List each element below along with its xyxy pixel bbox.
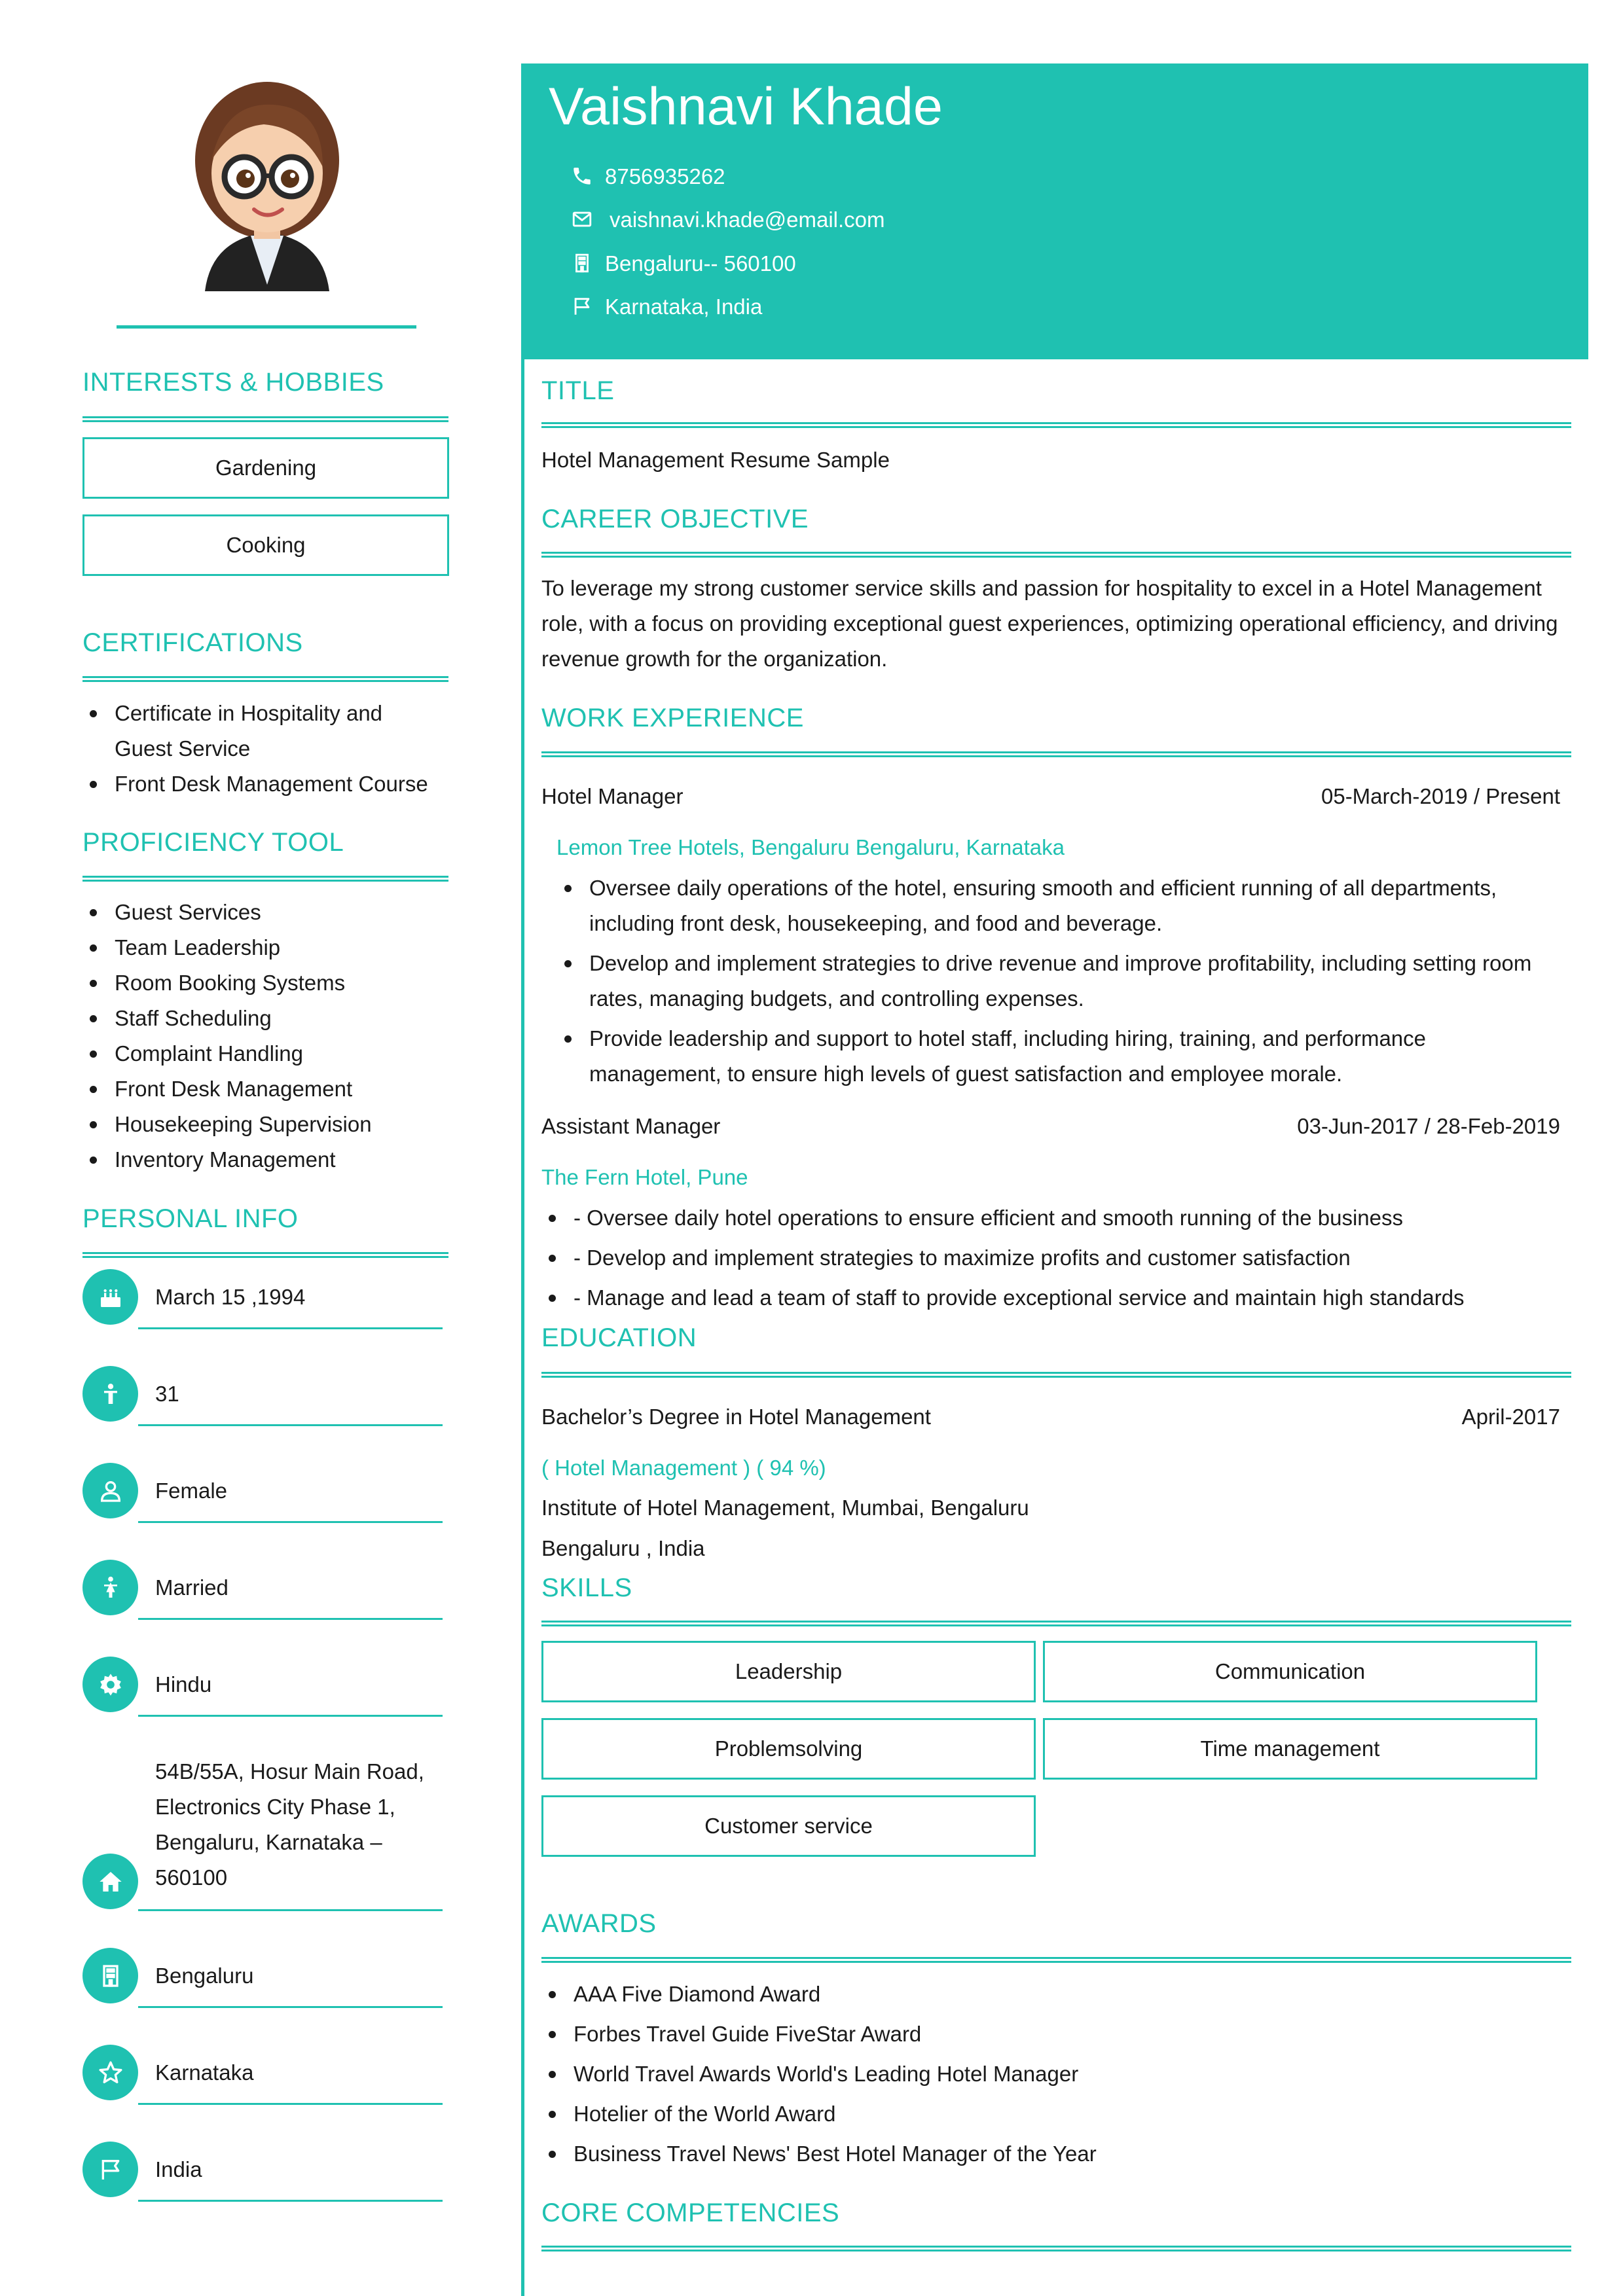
job-bullets xyxy=(541,1200,1563,1316)
age-underline xyxy=(138,1424,443,1426)
job-bullet: - Develop and implement strategies to maximize profits and customer satisfaction xyxy=(541,1240,1563,1276)
title-section-heading: TITLE xyxy=(541,376,615,405)
job-company: The Fern Hotel, Pune xyxy=(541,1165,748,1189)
female-icon xyxy=(82,1560,138,1615)
job-bullet: - Oversee daily hotel operations to ensure efficient and smooth running of the business xyxy=(541,1200,1563,1236)
proficiency-item: Room Booking Systems xyxy=(82,965,449,1001)
awards-title: AWARDS xyxy=(541,1909,657,1938)
age-value: 31 xyxy=(155,1382,179,1406)
proficiency-item: Team Leadership xyxy=(82,930,449,965)
star-icon xyxy=(82,2045,138,2100)
institute: Institute of Hotel Management, Mumbai, Bengaluru xyxy=(541,1496,1029,1520)
address-value: 54B/55A, Hosur Main Road, Electronics City Phase 1, Bengaluru, Karnataka – 560100 xyxy=(155,1759,424,1890)
interests-rule xyxy=(82,416,448,422)
award-item: Forbes Travel Guide FiveStar Award xyxy=(541,2017,1563,2052)
skill-item: Problemsolving xyxy=(541,1718,1036,1780)
proficiency-item: Housekeeping Supervision xyxy=(82,1107,449,1142)
interest-item: Gardening xyxy=(82,437,449,499)
email-icon xyxy=(571,208,593,230)
profile-avatar xyxy=(185,75,349,291)
skill-item: Time management xyxy=(1043,1718,1537,1780)
job-dates: 03-Jun-2017 / 28-Feb-2019 xyxy=(1297,1114,1560,1138)
personal-info-rule xyxy=(82,1252,448,1258)
award-item: AAA Five Diamond Award xyxy=(541,1977,1563,2012)
avatar-divider xyxy=(117,325,416,329)
core-competencies-rule xyxy=(541,2246,1571,2251)
flag-icon xyxy=(571,295,593,317)
awards-rule xyxy=(541,1957,1571,1963)
religion-value: Hindu xyxy=(155,1672,212,1696)
country-underline xyxy=(138,2200,443,2202)
objective-rule xyxy=(541,552,1571,558)
certification-item: Certificate in Hospitality and Guest Service xyxy=(82,696,449,766)
gender-value: Female xyxy=(155,1479,228,1503)
job-bullet: Provide leadership and support to hotel staff, including hiring, training, and performance management, to ensure high levels of guest satisfaction and employee morale. xyxy=(557,1021,1562,1092)
title-rule xyxy=(541,422,1571,428)
home-icon xyxy=(82,1854,138,1909)
job-bullet: - Manage and lead a team of staff to provide exceptional service and maintain high standards xyxy=(541,1280,1563,1316)
education-title: EDUCATION xyxy=(541,1323,697,1352)
cake-icon xyxy=(82,1269,138,1325)
awards-list xyxy=(541,1977,1563,2172)
job-role: Hotel Manager xyxy=(541,784,684,808)
gear-icon xyxy=(82,1657,138,1712)
marital-underline xyxy=(138,1618,443,1620)
building-icon xyxy=(82,1948,138,2003)
interest-item: Cooking xyxy=(82,514,449,576)
state-underline xyxy=(138,2103,443,2105)
city-underline xyxy=(138,2006,443,2008)
email-text: vaishnavi.khade@email.com xyxy=(610,207,885,232)
job-company: Lemon Tree Hotels, Bengaluru Bengaluru, Karnataka xyxy=(556,835,1065,859)
phone-text: 8756935262 xyxy=(605,164,725,188)
skills-title: SKILLS xyxy=(541,1573,632,1602)
city-value: Bengaluru xyxy=(155,1964,254,1988)
address-underline xyxy=(138,1909,443,1911)
certifications-title: CERTIFICATIONS xyxy=(82,628,303,657)
degree: Bachelor’s Degree in Hotel Management xyxy=(541,1405,931,1429)
core-competencies-title: CORE COMPETENCIES xyxy=(541,2198,840,2227)
dob-underline xyxy=(138,1327,443,1329)
building-icon xyxy=(571,252,593,274)
proficiency-item: Front Desk Management xyxy=(82,1071,449,1107)
work-title: WORK EXPERIENCE xyxy=(541,704,804,732)
proficiency-rule xyxy=(82,876,448,882)
award-item: Hotelier of the World Award xyxy=(541,2096,1563,2132)
certifications-list xyxy=(82,696,449,802)
country-value: India xyxy=(155,2157,202,2181)
religion-underline xyxy=(138,1715,443,1717)
work-rule xyxy=(541,751,1571,757)
resume-title-value: Hotel Management Resume Sample xyxy=(541,448,890,472)
state-country-text: Karnataka, India xyxy=(605,295,763,319)
marital-value: Married xyxy=(155,1575,228,1600)
state-value: Karnataka xyxy=(155,2060,254,2085)
award-item: Business Travel News' Best Hotel Manager of the Year xyxy=(541,2136,1563,2172)
skills-rule xyxy=(541,1621,1571,1626)
award-item: World Travel Awards World's Leading Hotel Manager xyxy=(541,2056,1563,2092)
proficiency-item: Guest Services xyxy=(82,895,449,930)
job-role: Assistant Manager xyxy=(541,1114,721,1138)
interests-title: INTERESTS & HOBBIES xyxy=(82,368,384,397)
user-icon xyxy=(82,1463,138,1518)
education-rule xyxy=(541,1372,1571,1378)
job-bullet: Oversee daily operations of the hotel, ensuring smooth and efficient running of all departments, including front desk, housekeeping, and food and beverage. xyxy=(557,870,1562,941)
skill-item: Leadership xyxy=(541,1641,1036,1702)
objective-text: To leverage my strong customer service skills and passion for hospitality to excel in a Hotel Management role, with a focus on providing exceptional guest experiences, optimizing operational efficiency, and driving revenue growth for the organization. xyxy=(541,576,1558,671)
proficiency-item: Staff Scheduling xyxy=(82,1001,449,1036)
dob-value: March 15 ,1994 xyxy=(155,1285,306,1309)
institute-location: Bengaluru , India xyxy=(541,1536,705,1560)
skill-item: Customer service xyxy=(541,1795,1036,1857)
proficiency-item: Complaint Handling xyxy=(82,1036,449,1071)
gender-underline xyxy=(138,1521,443,1523)
proficiency-title: PROFICIENCY TOOL xyxy=(82,828,344,857)
personal-info-title: PERSONAL INFO xyxy=(82,1204,299,1233)
job-dates: 05-March-2019 / Present xyxy=(1321,784,1560,808)
job-bullets xyxy=(557,870,1562,1092)
phone-icon xyxy=(571,165,593,187)
proficiency-item: Inventory Management xyxy=(82,1142,449,1177)
objective-title: CAREER OBJECTIVE xyxy=(541,505,809,533)
degree-date: April-2017 xyxy=(1461,1405,1560,1429)
degree-detail: ( Hotel Management ) ( 94 %) xyxy=(541,1456,826,1480)
skill-item: Communication xyxy=(1043,1641,1537,1702)
flag-icon xyxy=(82,2142,138,2197)
certifications-rule xyxy=(82,676,448,682)
city-text: Bengaluru-- 560100 xyxy=(605,251,796,276)
certification-item: Front Desk Management Course xyxy=(82,766,449,802)
proficiency-list xyxy=(82,895,449,1177)
column-divider xyxy=(521,63,524,2296)
candidate-name: Vaishnavi Khade xyxy=(549,77,943,136)
job-bullet: Develop and implement strategies to drive revenue and improve profitability, including setting room rates, managing budgets, and controlling expenses. xyxy=(557,946,1562,1016)
person-icon xyxy=(82,1366,138,1422)
